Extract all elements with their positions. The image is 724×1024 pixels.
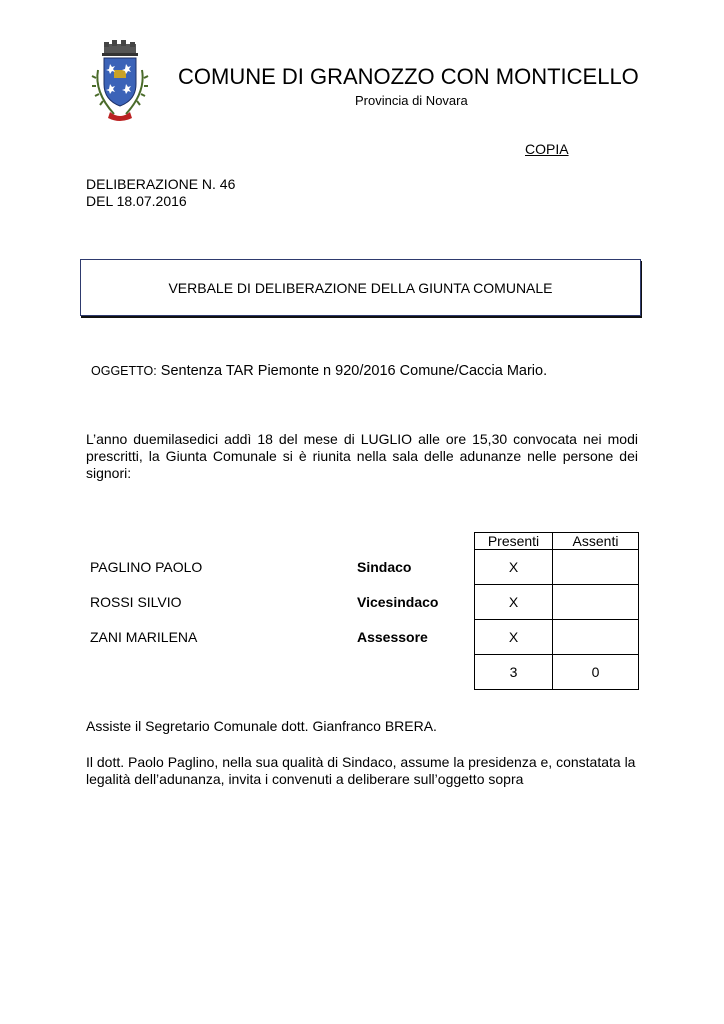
intro-paragraph: L’anno duemilasedici addì 18 del mese di LUGLIO alle ore 15,30 convocata nei modi prescritti, la Giunta Comunale si è riunita nella sala delle adunanze nelle persone dei signori: <box>86 431 638 481</box>
present-cell: X <box>475 550 553 585</box>
member-role: Sindaco <box>357 559 412 575</box>
deliberation-date: DEL 18.07.2016 <box>86 193 187 209</box>
absent-total: 0 <box>553 655 639 690</box>
member-name: ROSSI SILVIO <box>90 594 182 610</box>
table-row <box>475 620 639 655</box>
closing-paragraph: Il dott. Paolo Paglino, nella sua qualità di Sindaco, assume la presidenza e, constatata la legalità dell’adunanza, invita i convenuti a deliberare sull’oggetto sopra <box>86 754 636 787</box>
absent-header: Assenti <box>553 533 639 550</box>
member-role: Vicesindaco <box>357 594 439 610</box>
absent-cell <box>553 585 639 620</box>
subject-text: Sentenza TAR Piemonte n 920/2016 Comune/Caccia Mario. <box>156 363 548 379</box>
totals-row <box>475 655 639 690</box>
subject-label: OGGETTO: <box>91 364 157 378</box>
attendance-table <box>474 532 639 690</box>
table-row <box>475 585 639 620</box>
verbale-title-box <box>80 259 641 316</box>
verbale-title: VERBALE DI DELIBERAZIONE DELLA GIUNTA COMUNALE <box>168 279 553 296</box>
present-total: 3 <box>475 655 553 690</box>
municipality-title: COMUNE DI GRANOZZO CON MONTICELLO <box>178 64 639 89</box>
present-cell: X <box>475 620 553 655</box>
subject-line <box>91 363 547 379</box>
attendance-header-row <box>475 533 639 550</box>
province-subtitle: Provincia di Novara <box>355 93 468 108</box>
deliberation-reference <box>86 176 235 210</box>
coat-of-arms-icon <box>88 40 152 124</box>
deliberation-number: DELIBERAZIONE N. 46 <box>86 176 236 192</box>
table-row <box>475 550 639 585</box>
member-role: Assessore <box>357 629 428 645</box>
present-cell: X <box>475 585 553 620</box>
member-name: PAGLINO PAOLO <box>90 559 203 575</box>
present-header: Presenti <box>475 533 553 550</box>
absent-cell <box>553 550 639 585</box>
copy-label: COPIA <box>525 141 569 157</box>
secretary-paragraph: Assiste il Segretario Comunale dott. Gianfranco BRERA. <box>86 718 437 734</box>
member-name: ZANI MARILENA <box>90 629 198 645</box>
absent-cell <box>553 620 639 655</box>
